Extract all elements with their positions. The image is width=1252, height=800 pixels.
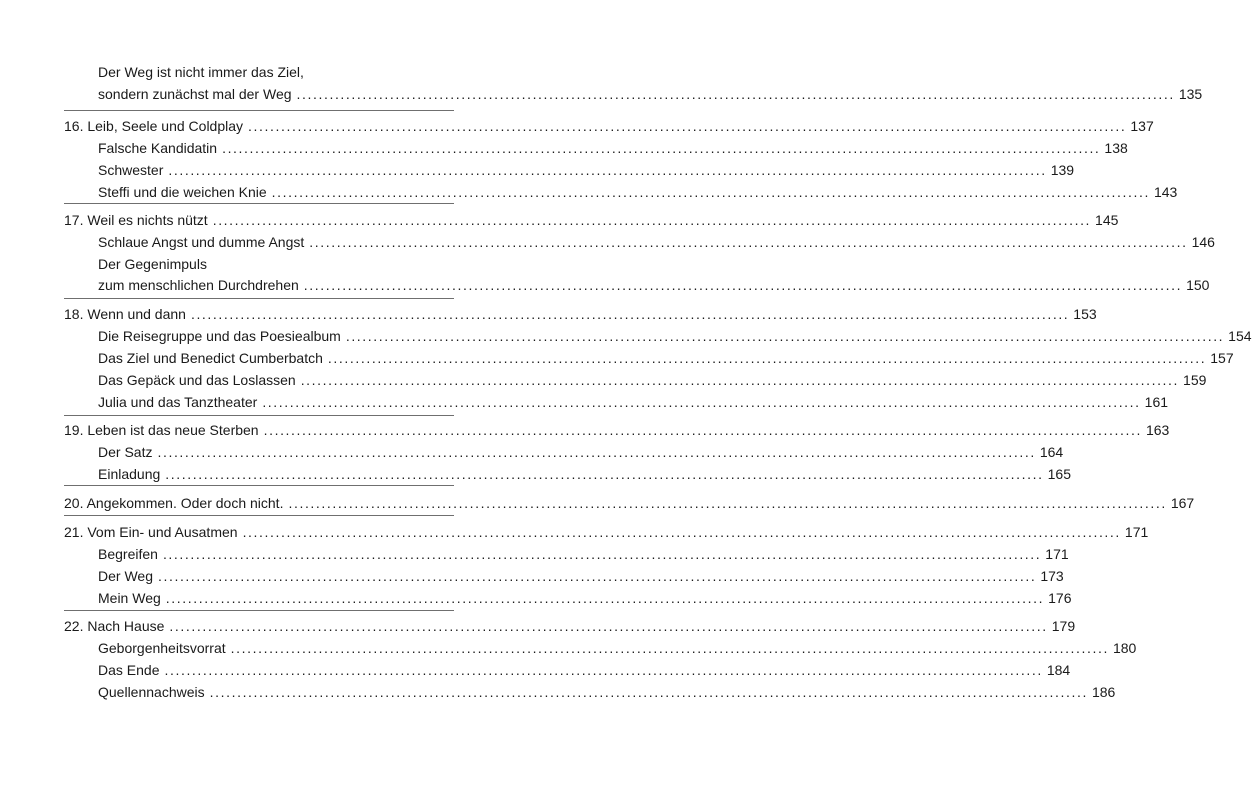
toc-page-number: 180 [1112, 640, 1137, 656]
toc-entry [98, 544, 1069, 564]
dot-leader: ................................................................................................................................................................ [190, 306, 1070, 322]
toc-page-number: 139 [1050, 162, 1075, 178]
dot-leader: ................................................................................................................................................................ [164, 662, 1043, 678]
toc-page-number: 165 [1047, 466, 1071, 482]
toc-page-number: 186 [1091, 684, 1116, 700]
dot-leader: ................................................................................................................................................................ [157, 444, 1036, 460]
toc-entry [98, 566, 1064, 586]
toc-entry [98, 464, 1071, 484]
toc-chapter-entry [64, 522, 1149, 542]
toc-entry-title: Begreifen [98, 546, 158, 562]
toc-entry-title: Schwester [98, 162, 164, 178]
dot-leader: ................................................................................................................................................................ [248, 118, 1127, 134]
toc-entry [98, 348, 1234, 368]
toc-chapter-entry [64, 493, 1195, 513]
toc-page-number: 184 [1046, 662, 1071, 678]
toc-entry-title: Das Ziel und Benedict Cumberbatch [98, 350, 323, 366]
dot-leader: ................................................................................................................................................................ [162, 546, 1042, 562]
toc-page-number: 161 [1144, 394, 1169, 410]
toc-page-number: 171 [1045, 546, 1069, 562]
toc-chapter-entry [64, 116, 1154, 136]
toc-page-number: 176 [1048, 590, 1072, 606]
toc-entry-title: Julia und das Tanztheater [98, 394, 258, 410]
toc-page-number: 145 [1095, 212, 1119, 228]
dot-leader: ................................................................................................................................................................ [212, 212, 1092, 228]
toc-page-number: 171 [1124, 524, 1149, 540]
dot-leader: ................................................................................................................................................................ [303, 277, 1183, 293]
toc-entry-title: Das Gepäck und das Loslassen [98, 372, 296, 388]
toc-page-number: 135 [1178, 86, 1203, 102]
toc-entry [98, 660, 1071, 680]
toc-chapter-entry [64, 616, 1076, 636]
section-divider [64, 415, 454, 416]
toc-chapter-entry [64, 210, 1119, 230]
toc-entry [98, 638, 1137, 658]
toc-page-number: 179 [1051, 618, 1076, 634]
toc-page-number: 173 [1040, 568, 1064, 584]
toc-entry-title: Der Weg [98, 568, 153, 584]
dot-leader: ................................................................................................................................................................ [288, 495, 1167, 511]
dot-leader: ................................................................................................................................................................ [271, 184, 1150, 200]
dot-leader: ................................................................................................................................................................ [242, 524, 1121, 540]
toc-page-number: 157 [1210, 350, 1234, 366]
toc-page-number: 164 [1039, 444, 1064, 460]
toc-entry-title: Einladung [98, 466, 161, 482]
toc-page-number: 137 [1130, 118, 1154, 134]
dot-leader: ................................................................................................................................................................ [168, 162, 1047, 178]
toc-entry-title: Quellennachweis [98, 684, 205, 700]
toc-entry-title: Die Reisegruppe und das Poesiealbum [98, 328, 341, 344]
toc-page-number: 146 [1191, 234, 1215, 250]
section-divider [64, 203, 454, 204]
toc-entry-title: Steffi und die weichen Knie [98, 184, 267, 200]
toc-entry-title: 20. Angekommen. Oder doch nicht. [64, 495, 284, 511]
section-divider [64, 515, 454, 516]
dot-leader: ................................................................................................................................................................ [262, 394, 1141, 410]
toc-entry-title: Schlaue Angst und dumme Angst [98, 234, 305, 250]
toc-page-number: 138 [1104, 140, 1128, 156]
toc-entry-title: Der Weg ist nicht immer das Ziel, [98, 64, 304, 80]
section-divider [64, 485, 454, 486]
toc-page-number: 153 [1073, 306, 1097, 322]
toc-entry-title: Der Satz [98, 444, 153, 460]
dot-leader: ................................................................................................................................................................ [157, 568, 1037, 584]
dot-leader: ................................................................................................................................................................ [209, 684, 1088, 700]
toc-entry-title: Das Ende [98, 662, 160, 678]
toc-entry [98, 182, 1178, 202]
dot-leader: ................................................................................................................................................................ [300, 372, 1180, 388]
toc-entry-title: 16. Leib, Seele und Coldplay [64, 118, 244, 134]
toc-entry [98, 254, 454, 274]
toc-entry-title: Falsche Kandidatin [98, 140, 218, 156]
dot-leader: ................................................................................................................................................................ [222, 140, 1101, 156]
toc-entry [98, 160, 1075, 180]
toc-page-number: 163 [1145, 422, 1170, 438]
toc-entry [98, 326, 1252, 346]
toc-entry-title: 22. Nach Hause [64, 618, 165, 634]
dot-leader: ................................................................................................................................................................ [296, 86, 1175, 102]
toc-entry [98, 442, 1064, 462]
toc-entry-title: sondern zunächst mal der Weg [98, 86, 292, 102]
toc-entry [98, 392, 1169, 412]
toc-entry-title: Der Gegenimpuls [98, 256, 207, 272]
dot-leader: ................................................................................................................................................................ [165, 590, 1045, 606]
dot-leader: ................................................................................................................................................................ [165, 466, 1044, 482]
dot-leader: ................................................................................................................................................................ [230, 640, 1109, 656]
toc-chapter-entry [64, 420, 1170, 440]
dot-leader: ................................................................................................................................................................ [327, 350, 1207, 366]
toc-entry [98, 138, 1128, 158]
toc-page-number: 167 [1170, 495, 1195, 511]
toc-entry [98, 682, 1116, 702]
toc-entry-title: Mein Weg [98, 590, 161, 606]
toc-entry-title: 19. Leben ist das neue Sterben [64, 422, 259, 438]
dot-leader: ................................................................................................................................................................ [263, 422, 1142, 438]
toc-entry [98, 370, 1207, 390]
toc-page-number: 150 [1186, 277, 1210, 293]
section-divider [64, 298, 454, 299]
toc-page-number: 159 [1183, 372, 1207, 388]
toc-entry-title: 21. Vom Ein- und Ausatmen [64, 524, 238, 540]
toc-page-number: 143 [1153, 184, 1178, 200]
toc-entry-title: zum menschlichen Durchdrehen [98, 277, 299, 293]
toc-entry [98, 232, 1215, 252]
toc-entry [98, 62, 452, 82]
section-divider [64, 110, 454, 111]
toc-entry [98, 588, 1072, 608]
dot-leader: ................................................................................................................................................................ [169, 618, 1048, 634]
toc-entry-title: 17. Weil es nichts nützt [64, 212, 208, 228]
toc-chapter-entry [64, 304, 1097, 324]
dot-leader: ................................................................................................................................................................ [345, 328, 1225, 344]
toc-entry-title: 18. Wenn und dann [64, 306, 186, 322]
toc-entry [98, 275, 1210, 295]
toc-page-number: 154 [1228, 328, 1252, 344]
dot-leader: ................................................................................................................................................................ [309, 234, 1188, 250]
toc-entry [98, 84, 1203, 104]
section-divider [64, 610, 454, 611]
toc-entry-title: Geborgenheitsvorrat [98, 640, 226, 656]
